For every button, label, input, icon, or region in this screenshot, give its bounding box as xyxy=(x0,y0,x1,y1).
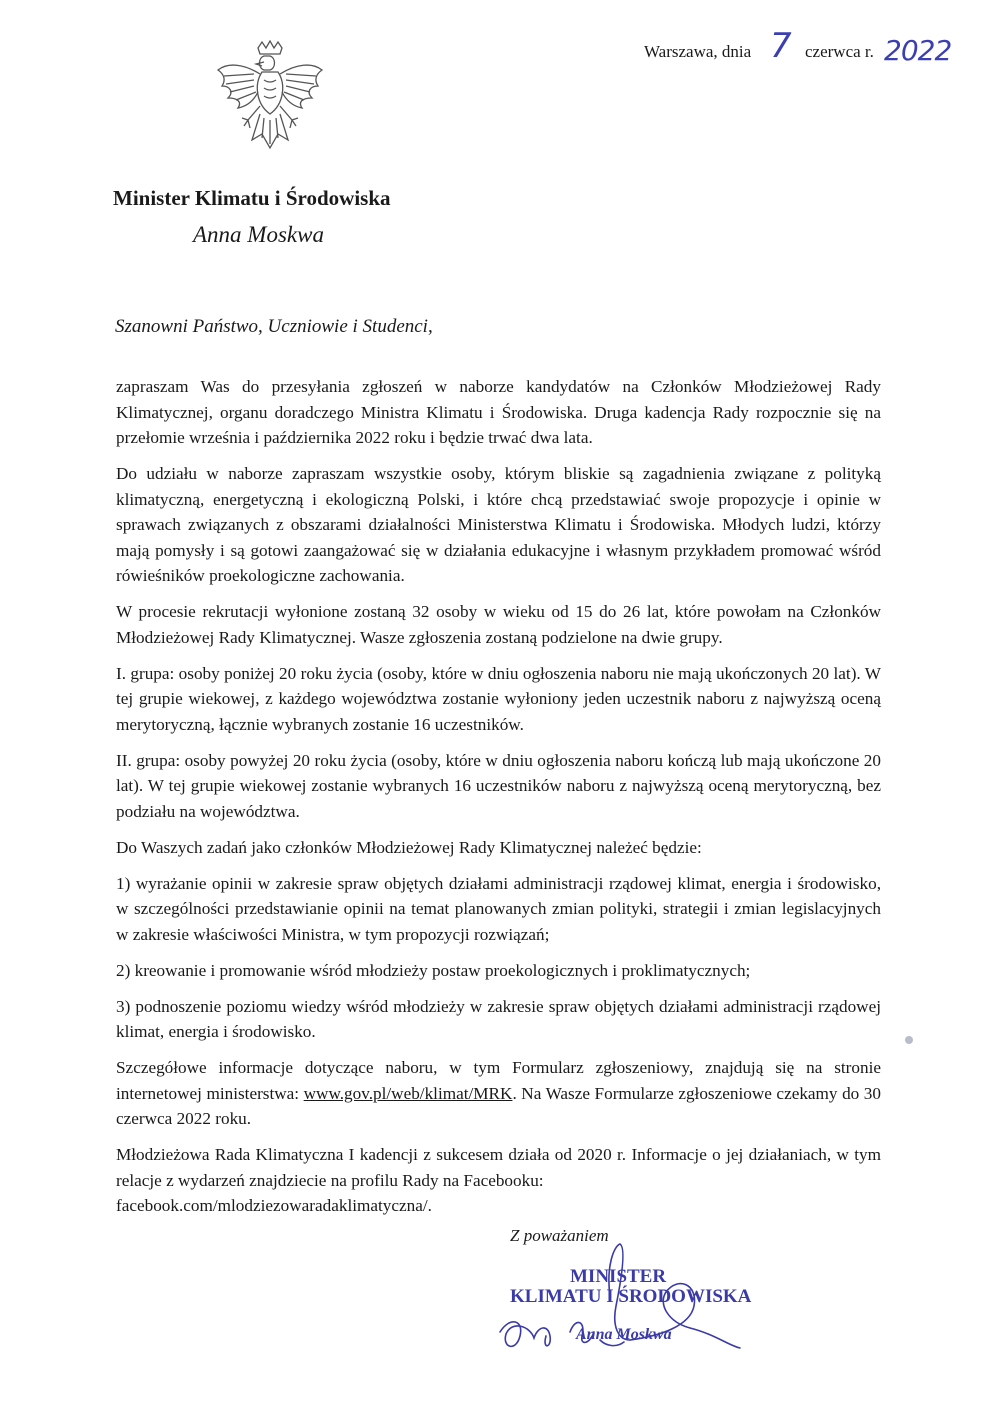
stamp-line-name: Anna Moskwa xyxy=(576,1326,672,1343)
stamp-line-ministry: KLIMATU I ŚRODOWISKA xyxy=(510,1286,752,1307)
ministry-url-link[interactable]: www.gov.pl/web/klimat/MRK xyxy=(303,1083,513,1103)
paragraph-duty-2: 2) kreowanie i promowanie wśród młodzieży postaw proekologicznych i proklimatycznych; xyxy=(116,960,751,980)
paragraph-group-one: I. grupa: osoby poniżej 20 roku życia (osoby, które w dniu ogłoszenia naboru nie mają ukończonych 20 lat). W tej grupie wiekowej, z każdego województwa zostanie wyłoniony jeden uczestnik naboru z najwyższą oceną merytoryczną, łącznie wybranych zostanie 16 uczestników. xyxy=(116,663,881,734)
scan-speck xyxy=(905,1036,913,1044)
handwritten-day: 7 xyxy=(770,26,792,66)
paragraph-duty-1: 1) wyrażanie opinii w zakresie spraw objętych działami administracji rządowej klimat, energia i środowisko, w szczególności przedstawianie opinii na temat planowanych zmian polityki, strategii i zmian legislacyjnych w zakresie właściwości Ministra, w tym propozycji rozwiązań; xyxy=(116,873,881,944)
place-date-label: Warszawa, dnia xyxy=(644,42,752,61)
facebook-text: Młodzieżowa Rada Klimatyczna I kadencji z sukcesem działa od 2020 r. Informacje o jej działaniach, w tym relacje z wydarzeń znajdziecie na profilu Rady na Facebooku: xyxy=(116,1145,881,1190)
handwritten-signature xyxy=(490,1236,750,1366)
details-text-after: . Na Wasze Formularze zgłoszeniowe czekamy do 30 czerwca 2022 roku. xyxy=(116,1083,881,1128)
paragraph-invitation: zapraszam Was do przesyłania zgłoszeń w naborze kandydatów na Członków Młodzieżowej Rady Klimatycznej, organu doradczego Ministra Klimatu i Środowiska. Druga kadencja Rady rozpocznie się na przełomie września i października 2022 roku i będzie trwać dwa lata. xyxy=(116,377,881,447)
closing-phrase: Z poważaniem xyxy=(510,1226,609,1245)
minister-name: Anna Moskwa xyxy=(193,222,324,247)
paragraph-eligibility: Do udziału w naborze zapraszam wszystkie osoby, którym bliskie są zagadnienia związane z polityką klimatyczną, energetyczną i ekologiczną Polski, i które chcą przedstawiać swoje propozycje i opinie w sprawach związanych z obszarami działalności Ministerstwa Klimatu i Środowiska. Młodych ludzi, którzy mają pomysły i są gotowi zaangażować się w działania edukacyjne i własnym przykładem promować wśród rówieśników proekologiczne zachowania. xyxy=(116,464,881,585)
paragraph-duty-3: 3) podnoszenie poziomu wiedzy wśród młodzieży w zakresie spraw objętych działami administracji rządowej klimat, energia i środowisko. xyxy=(116,996,881,1041)
paragraph-details xyxy=(116,1055,881,1132)
handwritten-year: 2022 xyxy=(884,34,952,67)
letter-body xyxy=(116,374,881,1229)
stamp-line-minister: MINISTER xyxy=(570,1266,667,1287)
paragraph-group-two: II. grupa: osoby powyżej 20 roku życia (osoby, które w dniu ogłoszenia naboru kończą lub mają ukończone 20 lat). W tej grupie wiekowej zostanie wybranych 16 uczestników naboru z najwyższą oceną merytoryczną, bez podziału na województwa. xyxy=(116,750,881,821)
paragraph-recruitment: W procesie rekrutacji wyłonione zostaną 32 osoby w wieku od 15 do 26 lat, które powołam na Członków Młodzieżowej Rady Klimatycznej. Wasze zgłoszenia zostaną podzielone na dwie grupy. xyxy=(116,602,881,647)
salutation: Szanowni Państwo, Uczniowie i Studenci, xyxy=(115,316,433,337)
polish-eagle-icon xyxy=(214,40,326,160)
date-month: czerwca r. xyxy=(805,42,874,61)
paragraph-facebook xyxy=(116,1142,881,1219)
facebook-link[interactable]: facebook.com/mlodziezowaradaklimatyczna/. xyxy=(116,1196,432,1215)
details-text-before: Szczegółowe informacje dotyczące naboru, w tym Formularz zgłoszeniowy, znajdują się na stronie internetowej ministerstwa: xyxy=(116,1058,881,1103)
paragraph-duties-intro: Do Waszych zadań jako członków Młodzieżowej Rady Klimatycznej należeć będzie: xyxy=(116,837,702,857)
minister-title: Minister Klimatu i Środowiska xyxy=(113,186,391,210)
